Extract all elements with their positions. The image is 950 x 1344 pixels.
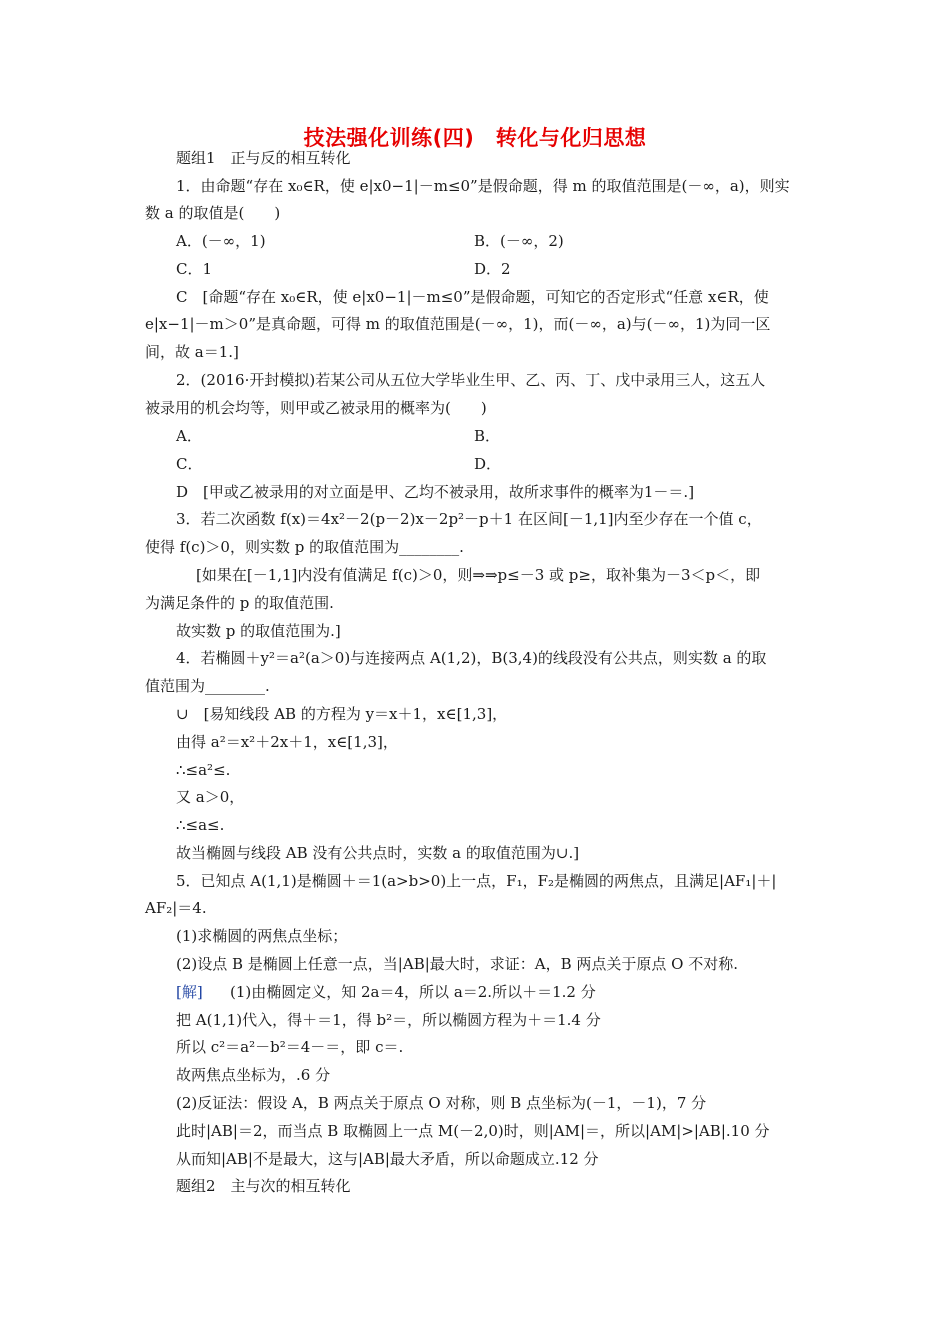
solution-text: ∪ [易知线段 AB 的方程为 y＝x＋1，x∈[1,3]， (176, 705, 508, 723)
problem-2-text: 被录用的机会均等，则甲或乙被录用的概率为( ) (145, 399, 487, 417)
problem-3-text: 使得 f(c)＞0，则实数 p 的取值范围为________. (145, 538, 464, 556)
solution-text: [如果在[－1,1]内没有值满足 f(c)＞0，则⇒⇒p≤－3 或 p≥，取补集为－3＜p＜，即 (196, 566, 761, 584)
problem-4-text: 4．若椭圆＋y²＝a²(a＞0)与连接两点 A(1,2)，B(3,4)的线段没有公共点，则实数 a 的取 (176, 649, 767, 667)
solution-text: (1)由椭圆定义，知 2a＝4，所以 a＝2.所以＋＝1.2 分 (230, 983, 596, 1001)
problem-1-text: 1．由命题“存在 x₀∈R，使 e|x0−1|－m≤0”是假命题，得 m 的取值范围是(－∞，a)，则实 (176, 177, 790, 195)
choice-b: B． (474, 427, 501, 445)
problem-3-text: 3．若二次函数 f(x)＝4x²－2(p－2)x－2p²－p＋1 在区间[－1,1]内至少存在一个值 c， (176, 510, 762, 528)
problem-1-text: 数 a 的取值是( ) (145, 204, 281, 222)
problem-4-text: 值范围为________. (145, 677, 270, 695)
solution-text: 把 A(1,1)代入，得＋＝1，得 b²＝，所以椭圆方程为＋＝1.4 分 (176, 1011, 601, 1029)
solution-text: 由得 a²＝x²＋2x＋1，x∈[1,3]， (176, 733, 398, 751)
solution-text: D [甲或乙被录用的对立面是甲、乙均不被录用，故所求事件的概率为1－＝.] (176, 483, 695, 501)
choice-a: A． (176, 427, 202, 445)
solution-label: [解] (176, 983, 203, 1001)
solution-text: 所以 c²＝a²－b²＝4－＝，即 c＝. (176, 1038, 404, 1056)
solution-text: (2)反证法：假设 A，B 两点关于原点 O 对称，则 B 点坐标为(－1，－1)，7 分 (176, 1094, 707, 1112)
solution-text: 又 a＞0， (176, 788, 245, 806)
solution-text: 故两焦点坐标为，.6 分 (176, 1066, 331, 1084)
section-heading: 题组2 主与次的相互转化 (176, 1177, 351, 1195)
solution-text: 间，故 a＝1.] (145, 343, 239, 361)
problem-5-text: AF₂|＝4. (145, 899, 207, 917)
problem-2-text: 2．(2016·开封模拟)若某公司从五位大学毕业生甲、乙、丙、丁、戊中录用三人，这五人 (176, 371, 766, 389)
solution-text: e|x−1|－m＞0”是真命题，可得 m 的取值范围是(－∞，1)，而(－∞，a)与(－∞，1)为同一区 (145, 315, 771, 333)
choice-c: C． (176, 455, 203, 473)
solution-text: 此时|AB|＝2，而当点 B 取椭圆上一点 M(－2,0)时，则|AM|＝，所以|AM|>|AB|.10 分 (176, 1122, 770, 1140)
document-title: 技法强化训练(四) 转化与化归思想 (303, 126, 647, 150)
solution-text: ∴≤a≤. (176, 816, 225, 834)
problem-5-part-1: (1)求椭圆的两焦点坐标； (176, 927, 348, 945)
solution-text: ∴≤a²≤. (176, 761, 231, 779)
solution-text: 故实数 p 的取值范围为.] (176, 622, 341, 640)
section-heading: 题组1 正与反的相互转化 (176, 149, 351, 167)
solution-text: 为满足条件的 p 的取值范围. (145, 594, 334, 612)
problem-5-text: 5．已知点 A(1,1)是椭圆＋＝1(a>b>0)上一点，F₁，F₂是椭圆的两焦点，且满足|AF₁|＋| (176, 872, 777, 890)
solution-text: 从而知|AB|不是最大，这与|AB|最大矛盾，所以命题成立.12 分 (176, 1150, 599, 1168)
choice-a: A．(－∞，1) (176, 232, 266, 250)
solution-text: 故当椭圆与线段 AB 没有公共点时，实数 a 的取值范围为∪.] (176, 844, 580, 862)
choice-c: C．1 (176, 260, 213, 278)
problem-5-part-2: (2)设点 B 是椭圆上任意一点，当|AB|最大时，求证：A，B 两点关于原点 O 不对称. (176, 955, 738, 973)
choice-d: D．2 (474, 260, 511, 278)
choice-b: B．(－∞，2) (474, 232, 564, 250)
choice-d: D． (474, 455, 502, 473)
solution-text: C [命题“存在 x₀∈R，使 e|x0−1|－m≤0”是假命题，可知它的否定形式“任意 x∈R，使 (176, 288, 769, 306)
